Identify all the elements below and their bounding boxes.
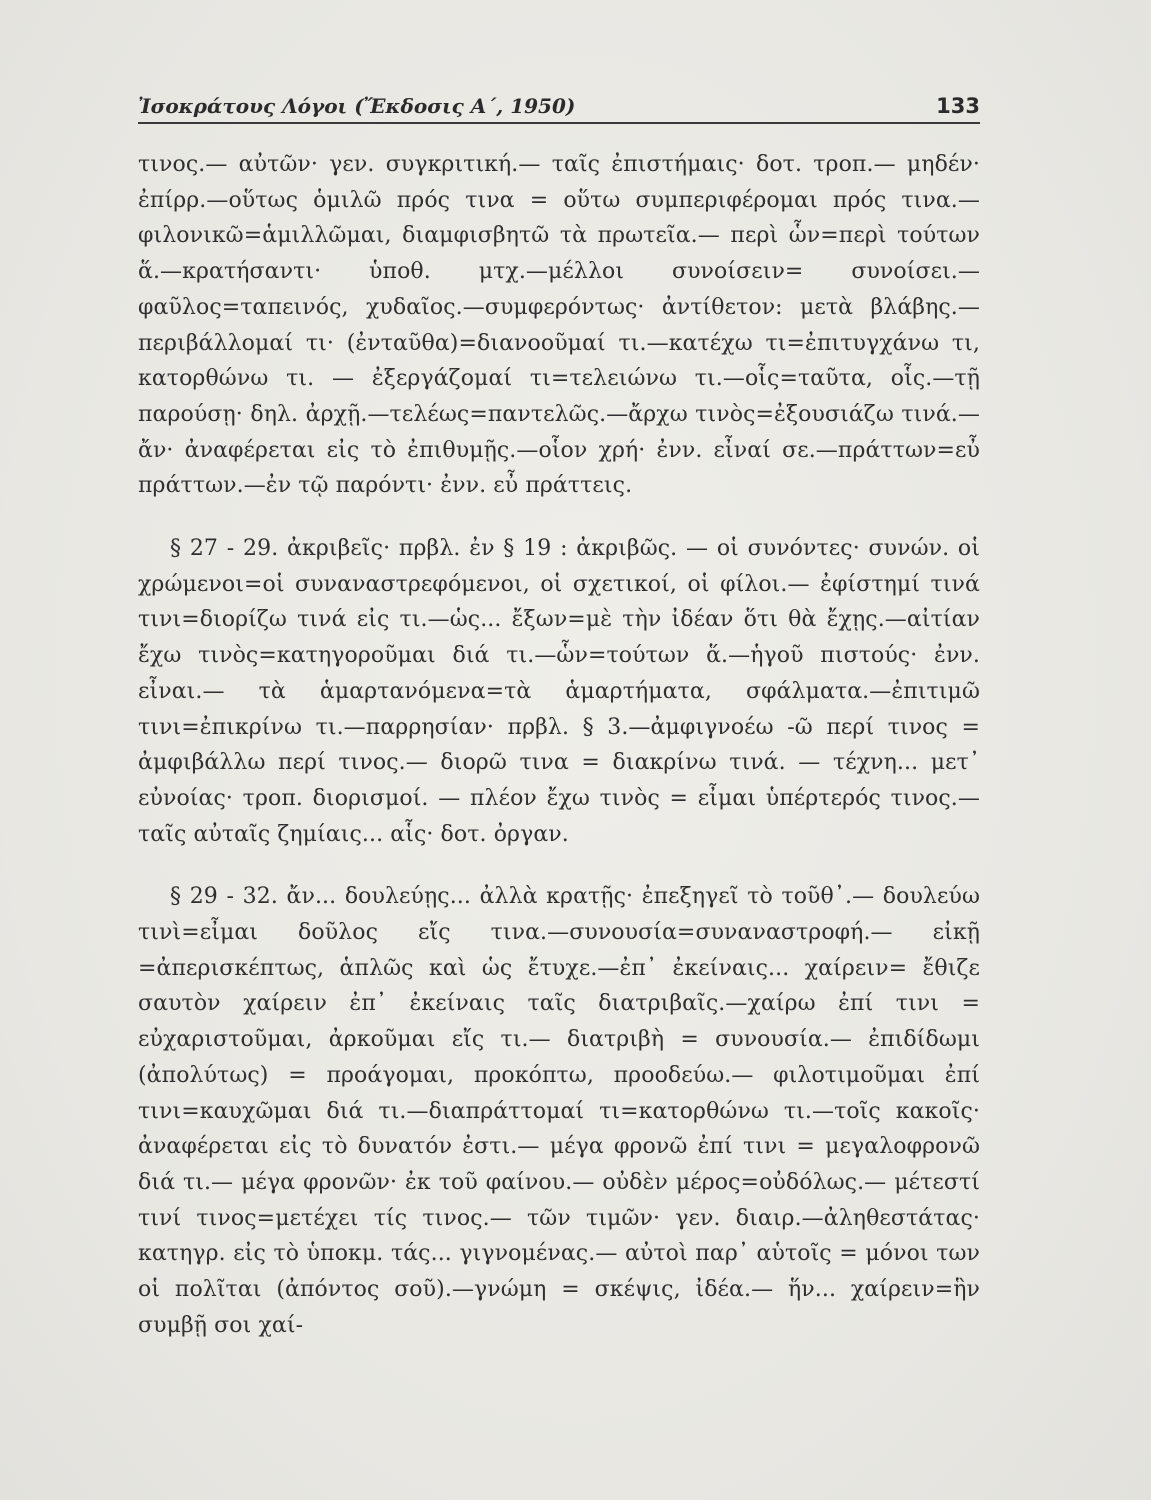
paragraph-section-29-32: § 29 - 32. ἄν... δουλεύῃς... ἀλλὰ κρατῇς· ἐπεξηγεῖ τὸ τοῦθ᾽.— δουλεύω τινὶ=εἶμαι δοῦλος εἴς τινα.—συνουσία=συναναστροφή.— εἰκῇ =ἀπερισκέπτως, ἁπλῶς καὶ ὡς ἔτυχε.—ἐπ᾽ ἐκείναις... χαίρειν= ἔθιζε σαυτὸν χαίρειν ἐπ᾽ ἐκείναις ταῖς διατριβαῖς.—χαίρω ἐπί τινι = εὐχαριστοῦμαι, ἀρκοῦμαι εἴς τι.— διατριβὴ = συνουσία.— ἐπιδίδωμι (ἀπολύτως) = προάγομαι, προκόπτω, προοδεύω.— φιλοτιμοῦμαι ἐπί τινι=καυχῶμαι διά τι.—διαπράττομαί τι=κατορθώνω τι.—τοῖς κακοῖς· ἀναφέρεται εἰς τὸ δυνατόν ἐστι.— μέγα φρονῶ ἐπί τινι = μεγαλοφρονῶ διά τι.— μέγα φρονῶν· ἐκ τοῦ φαίνου.— οὐδὲν μέρος=οὐδόλως.— μέτεστί τινί τινος=μετέχει τίς τινος.— τῶν τιμῶν· γεν. διαιρ.—ἀληθεστάτας· κατηγρ. εἰς τὸ ὑποκμ. τάς... γιγνομένας.— αὐτοὶ παρ᾽ αὑτοῖς = μόνοι των οἱ πολῖται (ἀπόντος σοῦ).—γνώμη = σκέψις, ἰδέα.— ἥν... χαίρειν=ἣν συμβῇ σοι χαί- [138,884,980,1338]
paragraph-continuation: τινος.— αὐτῶν· γεν. συγκριτική.— ταῖς ἐπιστήμαις· δοτ. τροπ.— μηδέν· ἐπίρρ.—οὕτως ὁμιλῶ πρός τινα = οὕτω συμπεριφέρομαι πρός τινα.—φιλονικῶ=ἁμιλλῶμαι, διαμφισβητῶ τὰ πρωτεῖα.— περὶ ὧν=περὶ τούτων ἅ.—κρατήσαντι· ὑποθ. μτχ.—μέλλοι συνοίσειν= συνοίσει.—φαῦλος=ταπεινός, χυδαῖος.—συμφερόντως· ἀντίθετον: μετὰ βλάβης.—περιβάλλομαί τι· (ἐνταῦθα)=διανοοῦμαί τι.—κατέχω τι=ἐπιτυγχάνω τι, κατορθώνω τι. — ἐξεργάζομαί τι=τελειώνω τι.—οἷς=ταῦτα, οἷς.—τῇ παρούσῃ· δηλ. ἀρχῇ.—τελέως=παντελῶς.—ἄρχω τινὸς=ἐξουσιάζω τινά.—ἄν· ἀναφέρεται εἰς τὸ ἐπιθυμῇς.—οἷον χρή· ἐνν. εἶναί σε.—πράττων=εὖ πράττων.—ἐν τῷ παρόντι· ἐνν. εὖ πράττεις. [138,152,980,499]
running-header [138,88,980,124]
header-title: Ἰσοκράτους Λόγοι (Ἔκδοσις Α΄, 1950) [138,94,576,118]
page-number: 133 [936,94,980,118]
commentary-text [138,147,980,1447]
paragraph-section-27-29: § 27 - 29. ἀκριβεῖς· πρβλ. ἐν § 19 : ἀκριβῶς. — οἱ συνόντες· συνών. οἱ χρώμενοι=οἱ συναναστρεφόμενοι, οἱ σχετικοί, οἱ φίλοι.— ἐφίστημί τινά τινι=διορίζω τινά εἰς τι.—ὡς... ἔξων=μὲ τὴν ἰδέαν ὅτι θὰ ἔχῃς.—αἰτίαν ἔχω τινὸς=κατηγοροῦμαι διά τι.—ὧν=τούτων ἅ.—ἡγοῦ πιστούς· ἐνν. εἶναι.— τὰ ἁμαρτανόμενα=τὰ ἁμαρτήματα, σφάλματα.—ἐπιτιμῶ τινι=ἐπικρίνω τι.—παρρησίαν· πρβλ. § 3.—ἀμφιγνοέω -ῶ περί τινος = ἀμφιβάλλω περί τινος.— διορῶ τινα = διακρίνω τινά. — τέχνη... μετ᾽ εὐνοίας· τροπ. διορισμοί. — πλέον ἔχω τινὸς = εἶμαι ὑπέρτερός τινος.—ταῖς αὐταῖς ζημίαις... αἷς· δοτ. ὀργαν. [138,536,980,847]
